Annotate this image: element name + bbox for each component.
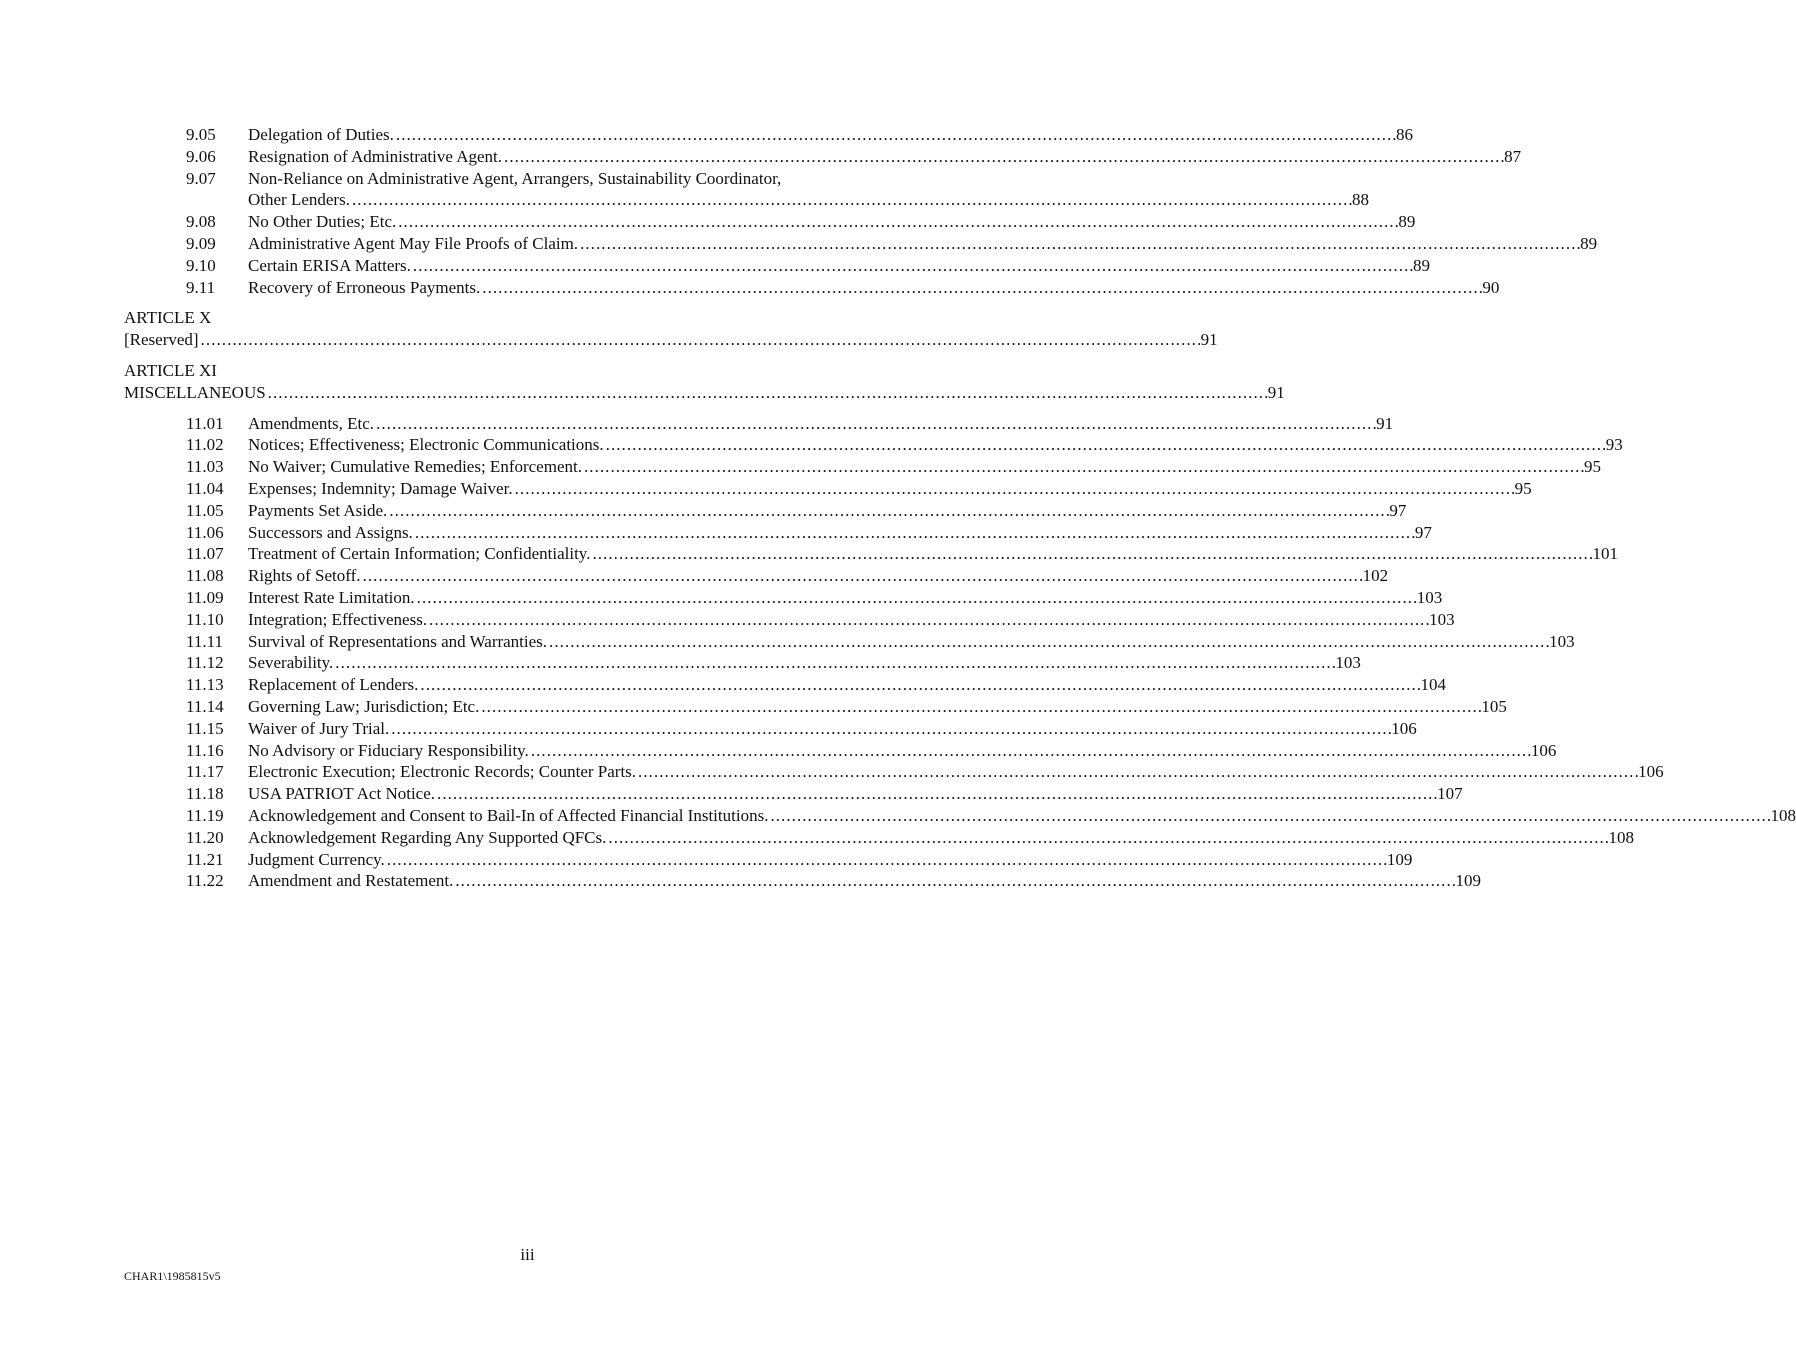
page-number: 103 (1335, 653, 1361, 673)
section-number: 11.01 (186, 413, 224, 433)
dot-leader (580, 233, 1579, 255)
page-number: 90 (1482, 277, 1500, 297)
toc-entry-9-11[interactable] (0, 277, 1500, 299)
footer-document-id: CHAR1\1985815v5 (124, 1269, 221, 1283)
toc-entry-11-20[interactable] (0, 827, 1634, 849)
section-title: Certain ERISA Matters. (248, 255, 411, 275)
section-title: Electronic Execution; Electronic Records; Counter Parts. (248, 762, 637, 782)
toc-article-x[interactable] (0, 307, 1218, 351)
dot-leader (504, 146, 1503, 168)
section-title: Governing Law; Jurisdiction; Etc. (248, 696, 480, 716)
dot-leader (398, 211, 1397, 233)
section-title: Survival of Representations and Warranties. (248, 631, 548, 651)
page-number: 86 (1395, 125, 1413, 144)
dot-leader (429, 609, 1428, 631)
toc-entry-9-05[interactable] (0, 124, 1413, 146)
section-title: Delegation of Duties. (248, 125, 394, 144)
section-title: Judgment Currency. (248, 849, 385, 869)
page-number: 101 (1592, 544, 1619, 564)
section-title: No Advisory or Fiduciary Responsibility. (248, 740, 529, 760)
toc-entry-11-06[interactable] (0, 522, 1432, 544)
page-number: 89 (1398, 212, 1416, 232)
toc-entry-11-17[interactable] (0, 761, 1664, 783)
section-number: 11.12 (186, 653, 224, 673)
page-number: 91 (1376, 413, 1394, 433)
page-number: 97 (1414, 522, 1432, 542)
toc-entry-11-07[interactable] (0, 543, 1619, 565)
section-title: Acknowledgement and Consent to Bail-In of Affected Financial Institutions. (248, 805, 769, 825)
section-title: Integration; Effectiveness. (248, 609, 428, 629)
toc-entry-11-10[interactable] (0, 609, 1455, 631)
page-number: 108 (1770, 805, 1796, 825)
section-number: 11.11 (186, 631, 223, 651)
page-number: 88 (1352, 190, 1370, 210)
page-number: 108 (1608, 827, 1634, 847)
page-number: 87 (1504, 146, 1522, 166)
toc-entry-11-19[interactable] (0, 805, 1796, 827)
dot-leader (420, 674, 1419, 696)
dot-leader (363, 565, 1362, 587)
section-title: Payments Set Aside. (248, 500, 388, 520)
page-number: 109 (1455, 871, 1481, 891)
section-number: 11.22 (186, 871, 224, 891)
toc-entry-11-05[interactable] (0, 500, 1407, 522)
page-number: 104 (1420, 675, 1446, 695)
toc-group-article-ix (0, 124, 1598, 298)
dot-leader (268, 383, 1267, 402)
section-title: No Waiver; Cumulative Remedies; Enforcement. (248, 457, 582, 477)
section-number: 11.14 (186, 696, 224, 716)
section-title: Interest Rate Limitation. (248, 587, 415, 607)
toc-entry-11-16[interactable] (0, 740, 1557, 762)
section-title: Successors and Assigns. (248, 522, 413, 542)
section-number: 11.06 (186, 522, 224, 542)
page-number: 97 (1389, 500, 1407, 520)
section-number: 11.10 (186, 609, 224, 629)
page-number: 91 (1267, 382, 1285, 402)
page-number: 103 (1429, 609, 1455, 629)
table-of-contents (0, 124, 1796, 892)
toc-entry-11-01[interactable] (0, 413, 1394, 435)
section-title-line1: Non-Reliance on Administrative Agent, Arrangers, Sustainability Coordinator, (248, 168, 782, 188)
dot-leader (482, 277, 1481, 299)
section-number: 9.11 (186, 277, 216, 297)
section-title: Amendment and Restatement. (248, 871, 454, 891)
dot-leader (531, 740, 1530, 762)
page-number: 107 (1437, 784, 1463, 804)
toc-entry-11-09[interactable] (0, 587, 1443, 609)
toc-entry-9-09[interactable] (0, 233, 1598, 255)
section-number: 11.04 (186, 478, 224, 498)
dot-leader (606, 434, 1605, 456)
toc-group-article-xi (0, 413, 1796, 893)
page-number: 106 (1391, 718, 1417, 738)
toc-entry-9-06[interactable] (0, 146, 1522, 168)
page-number: 91 (1200, 330, 1218, 350)
toc-entry-11-22[interactable] (0, 870, 1481, 892)
dot-leader (608, 827, 1607, 849)
section-title: No Other Duties; Etc. (248, 212, 397, 232)
section-number: 11.20 (186, 827, 224, 847)
section-title: Acknowledgement Regarding Any Supported QFCs. (248, 827, 607, 847)
dot-leader (592, 543, 1591, 565)
article-title: ARTICLE X [Reserved] (124, 308, 212, 350)
footer-page-number: iii (520, 1245, 535, 1264)
dot-leader (638, 761, 1637, 783)
page-number: 103 (1416, 587, 1443, 607)
toc-entry-11-21[interactable] (0, 849, 1413, 871)
page-number: 95 (1514, 478, 1532, 498)
dot-leader (413, 255, 1412, 277)
section-title: USA PATRIOT Act Notice. (248, 784, 436, 804)
section-title: Other Lenders. (248, 190, 350, 210)
page-number: 105 (1481, 696, 1507, 716)
dot-leader (549, 631, 1548, 653)
dot-leader (584, 456, 1583, 478)
section-number: 9.08 (186, 212, 216, 232)
section-number: 11.07 (186, 544, 224, 564)
section-number: 11.05 (186, 500, 224, 520)
dot-leader (515, 478, 1514, 500)
page-number: 89 (1580, 233, 1598, 253)
dot-leader (455, 870, 1454, 892)
dot-leader (335, 652, 1334, 674)
section-number: 11.15 (186, 718, 224, 738)
page-number: 109 (1386, 849, 1413, 869)
section-number: 11.21 (186, 849, 224, 869)
section-title: Expenses; Indemnity; Damage Waiver. (248, 478, 513, 498)
page-number: 103 (1549, 631, 1575, 651)
dot-leader (437, 783, 1436, 805)
section-title: Recovery of Erroneous Payments. (248, 277, 481, 297)
page-number: 106 (1530, 740, 1557, 760)
page-number: 95 (1584, 457, 1602, 477)
section-number: 11.16 (186, 740, 224, 760)
dot-leader (481, 696, 1480, 718)
section-title: Rights of Setoff. (248, 566, 361, 586)
page-number: 106 (1638, 762, 1664, 782)
dot-leader (396, 124, 1395, 146)
section-title: Severability. (248, 653, 334, 673)
section-title: Waiver of Jury Trial. (248, 718, 390, 738)
page-number: 102 (1362, 566, 1389, 586)
toc-entry-11-03[interactable] (0, 456, 1602, 478)
dot-leader (770, 805, 1769, 827)
toc-entry-9-08[interactable] (0, 211, 1416, 233)
toc-entry-11-11[interactable] (0, 631, 1575, 653)
section-title: Administrative Agent May File Proofs of Claim. (248, 233, 579, 253)
section-number: 9.06 (186, 146, 216, 166)
page-number: 89 (1412, 255, 1430, 275)
section-title: Replacement of Lenders. (248, 675, 419, 695)
section-number: 11.09 (186, 587, 224, 607)
toc-entry-11-08[interactable] (0, 565, 1389, 587)
section-number: 11.13 (186, 675, 224, 695)
section-number: 11.18 (186, 784, 224, 804)
page-number: 93 (1605, 435, 1623, 455)
section-title: Resignation of Administrative Agent. (248, 146, 503, 166)
section-number: 9.05 (186, 125, 216, 144)
section-number: 9.10 (186, 255, 216, 275)
section-title: Treatment of Certain Information; Confidentiality. (248, 544, 591, 564)
toc-entry-11-04[interactable] (0, 478, 1532, 500)
dot-leader (417, 587, 1416, 609)
toc-entry-11-13[interactable] (0, 674, 1446, 696)
section-number: 9.07 (186, 168, 216, 188)
section-number: 11.17 (186, 762, 224, 782)
section-number: 11.03 (186, 457, 224, 477)
dot-leader (415, 522, 1414, 544)
section-title: Notices; Effectiveness; Electronic Communications. (248, 435, 604, 455)
section-title: Amendments, Etc. (248, 413, 375, 433)
toc-entry-11-18[interactable] (0, 783, 1463, 805)
toc-entry-11-02[interactable] (0, 434, 1623, 456)
dot-leader (352, 189, 1351, 211)
dot-leader (387, 849, 1386, 871)
toc-entry-11-14[interactable] (0, 696, 1507, 718)
toc-article-xi[interactable] (0, 360, 1285, 404)
section-number: 9.09 (186, 233, 216, 253)
toc-entry-11-12[interactable] (0, 652, 1361, 674)
article-title: ARTICLE XI MISCELLANEOUS (124, 360, 266, 402)
dot-leader (201, 330, 1200, 349)
toc-entry-11-15[interactable] (0, 718, 1417, 740)
dot-leader (389, 500, 1388, 522)
section-number: 11.02 (186, 435, 224, 455)
toc-entry-9-07[interactable] (0, 168, 1370, 212)
toc-entry-9-10[interactable] (0, 255, 1430, 277)
section-number: 11.08 (186, 566, 224, 586)
section-number: 11.19 (186, 805, 224, 825)
dot-leader (376, 413, 1375, 435)
dot-leader (391, 718, 1390, 740)
